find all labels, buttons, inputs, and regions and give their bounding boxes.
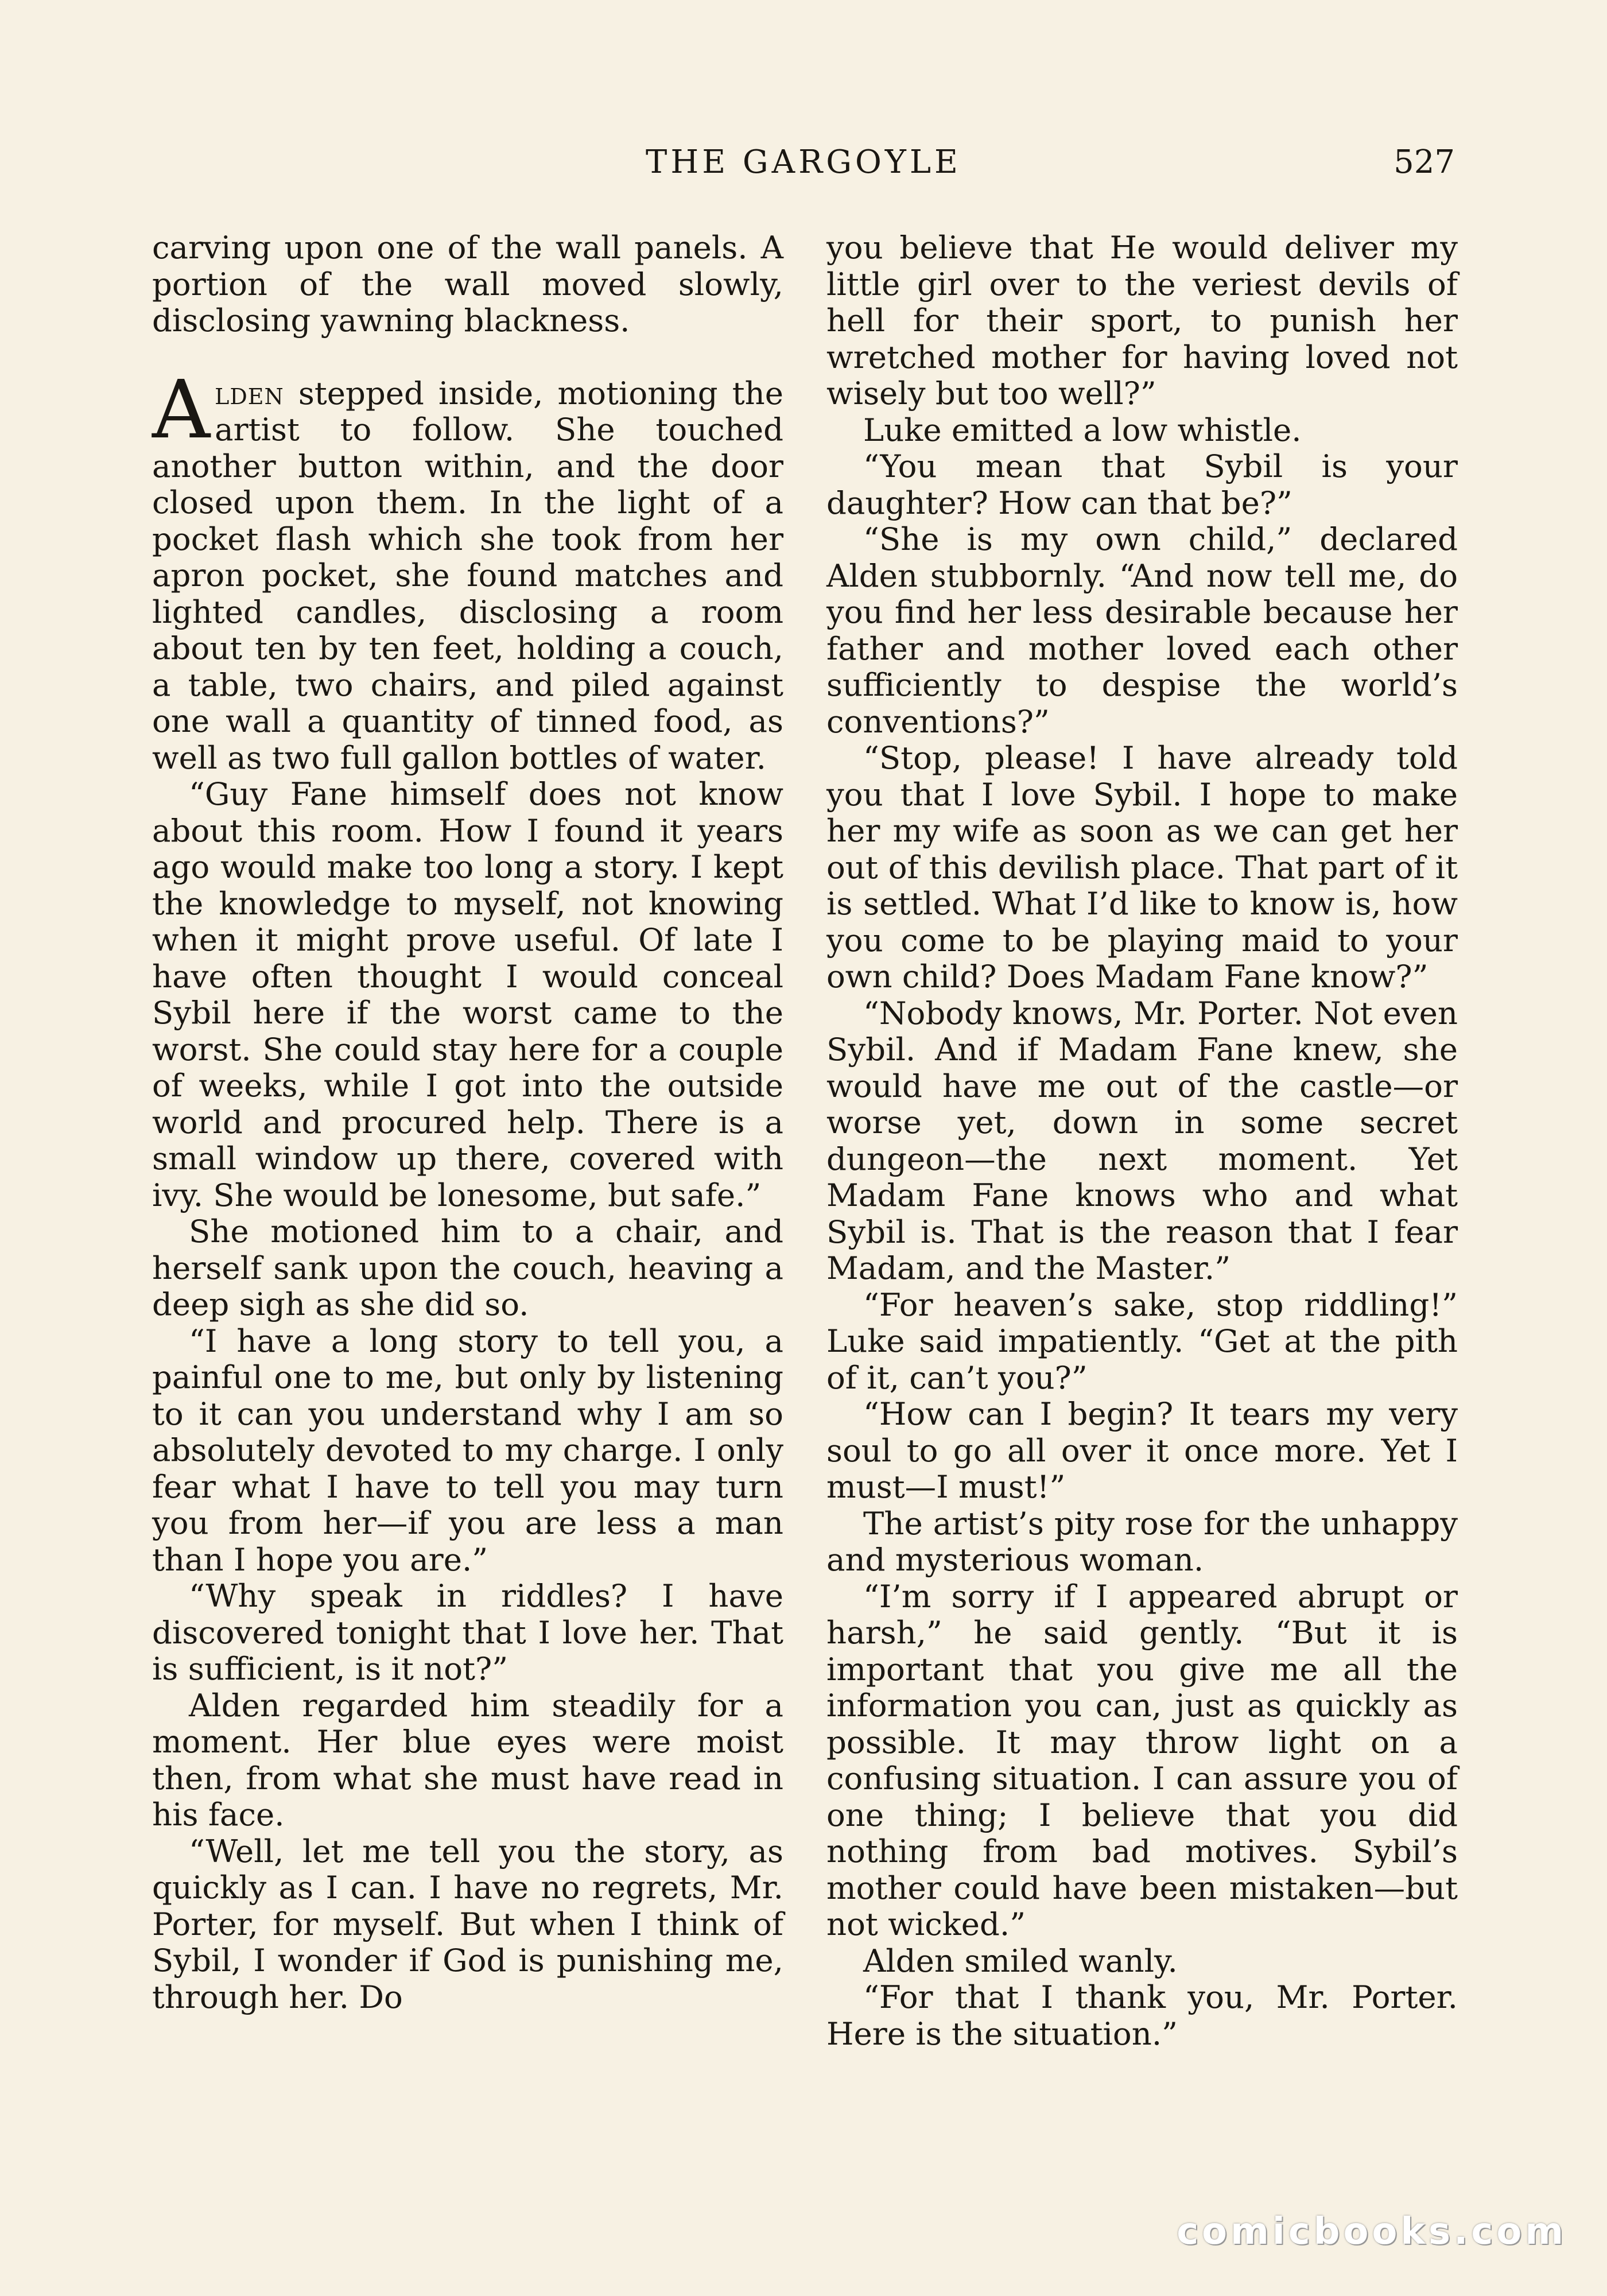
paragraph: “Guy Fane himself does not know about this room. How I found it years ago would make too long a story. I kept the knowledge to myself, not knowing when it might prove useful. Of late I have often thought I would conceal Sybil here if the worst came to the worst. She could stay here for a couple of weeks, while I got into the outside world and procured help. There is a small window up there, covered with ivy. She would be lonesome, but safe.”	[152, 775, 783, 1213]
paragraph: carving upon one of the wall panels. A portion of the wall moved slowly, disclosing yawning blackness.	[152, 229, 783, 339]
small-caps-lead: lden	[215, 374, 284, 412]
paragraph-text: stepped inside, motioning the artist to follow. She touched another button within, and the door closed upon them. In the light of a pocket flash which she took from her apron pocket, she found matches and lighted candles, disclosing a room about ten by ten feet, holding a couch, a table, two chairs, and piled against one wall a quantity of tinned food, as well as two full gallon bottles of water.	[152, 374, 783, 776]
running-head	[152, 138, 1455, 189]
paragraph: Luke emitted a low whistle.	[863, 411, 1302, 448]
page-title: THE GARGOYLE	[646, 144, 961, 181]
paragraph: Alden regarded him steadily for a moment. Her blue eyes were moist then, from what she must have read in his face.	[152, 1686, 783, 1833]
paragraph: “I have a long story to tell you, a painful one to me, but only by listening to it can you understand why I am so absolutely devoted to my charge. I only fear what I have to tell you may turn you from her—if you are less a man than I hope you are.”	[152, 1322, 783, 1578]
watermark-logo: comicbooks.com	[1177, 2210, 1567, 2253]
paragraph: “Why speak in riddles? I have discovered tonight that I love her. That is sufficient, is it not?”	[152, 1577, 783, 1687]
paragraph: “Nobody knows, Mr. Porter. Not even Sybil. And if Madam Fane knew, she would have me out of the castle—or worse yet, down in some secret dungeon—the next moment. Yet Madam Fane knows who and what Sybil is. That is the reason that I fear Madam, and the Master.”	[826, 994, 1458, 1286]
paragraph: “Stop, please! I have already told you that I love Sybil. I hope to make her my wife as soon as we can get her out of this devilish place. That part of it is settled. What I’d like to know is, how you come to be playing maid to your own child? Does Madam Fane know?”	[826, 739, 1458, 995]
paragraph: “For that I thank you, Mr. Porter. Here is the situation.”	[826, 1979, 1458, 2052]
paragraph: you believe that He would deliver my little girl over to the veriest devils of hell for their sport, to punish her wretched mother for having loved not wisely but too well?”	[826, 229, 1458, 412]
left-column	[152, 230, 783, 2015]
paragraph: “For heaven’s sake, stop riddling!” Luke said impatiently. “Get at the pith of it, can’t you?”	[826, 1286, 1458, 1396]
paragraph: The artist’s pity rose for the unhappy and mysterious woman.	[826, 1504, 1458, 1578]
paragraph-with-dropcap	[152, 363, 783, 777]
drop-cap: A	[152, 363, 211, 457]
paragraph: “She is my own child,” declared Alden stubbornly. “And now tell me, do you find her less desirable because her father and mother loved each other sufficiently to despise the world’s conventions?”	[826, 521, 1458, 740]
paragraph: “I’m sorry if I appeared abrupt or harsh,” he said gently. “But it is important that you give me all the information you can, just as quickly as possible. It may throw light on a confusing situation. I can assure you of one thing; I believe that you did nothing from bad motives. Sybil’s mother could have been mistaken—but not wicked.”	[826, 1577, 1458, 1942]
section-break	[152, 339, 783, 375]
right-column	[826, 230, 1458, 2052]
page-number: 527	[1393, 144, 1455, 181]
paragraph: She motioned him to a chair, and herself sank upon the couch, heaving a deep sigh as she did so.	[152, 1213, 783, 1322]
paragraph: “You mean that Sybil is your daughter? How can that be?”	[826, 448, 1458, 521]
paragraph: “Well, let me tell you the story, as quickly as I can. I have no regrets, Mr. Porter, for myself. But when I think of Sybil, I wonder if God is punishing me, through her. Do	[152, 1832, 783, 2015]
paragraph: Alden smiled wanly.	[863, 1942, 1178, 1979]
paragraph: “How can I begin? It tears my very soul to go all over it once more. Yet I must—I must!”	[826, 1395, 1458, 1505]
